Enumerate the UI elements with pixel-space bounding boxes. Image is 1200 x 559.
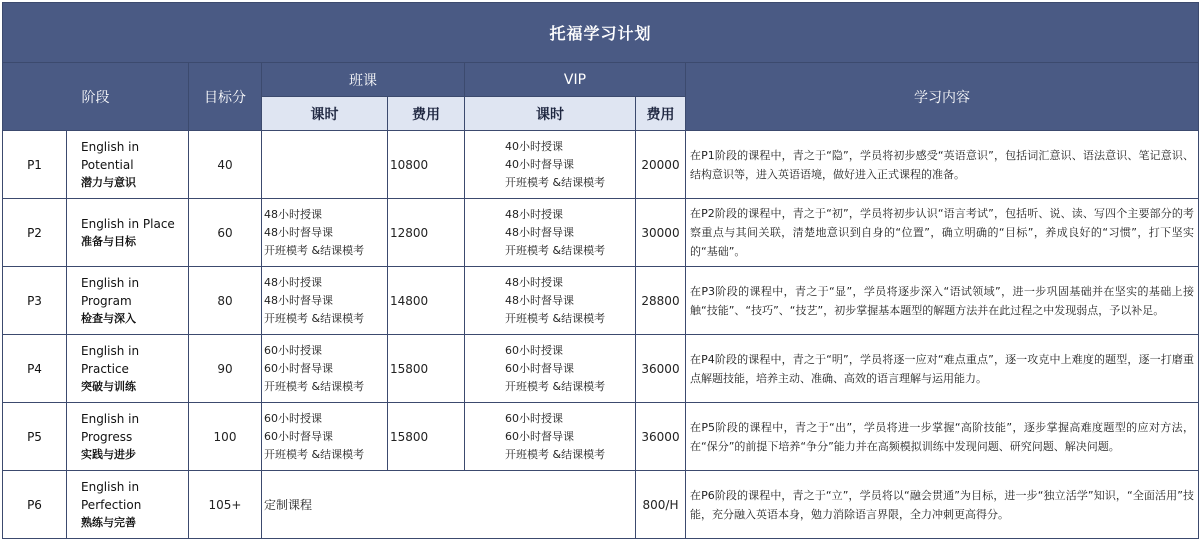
- table-row: [3, 267, 1199, 335]
- stage-name-en: English in Program: [81, 275, 140, 308]
- vip-fee: 36000: [636, 335, 686, 403]
- vip-hours-line: 40小时授课: [505, 139, 563, 153]
- target-score: 60: [189, 199, 262, 267]
- study-content: 在P6阶段的课程中，青之于“立”，学员将以“融会贯通”为目标，进一步“独立活学”知识，“全面活用”技能，充分融入英语本身，勉力消除语言界限，全力冲刺更高得分。: [686, 471, 1199, 539]
- study-content: 在P1阶段的课程中，青之于“隐”，学员将初步感受“英语意识”，包括词汇意识、语法意识、笔记意识、结构意识等，进入英语语境，做好进入正式课程的准备。: [686, 131, 1199, 199]
- stage-name: [67, 335, 189, 403]
- vip-hours-line: 开班模考 &结课模考: [505, 311, 606, 325]
- class-hours-line: 48小时督导课: [264, 225, 333, 239]
- header-vip-hours: 课时: [465, 97, 636, 131]
- header-class-group: 班课: [262, 63, 465, 97]
- class-hours: [262, 199, 388, 267]
- stage-name: [67, 199, 189, 267]
- stage-name: [67, 131, 189, 199]
- vip-hours-line: 开班模考 &结课模考: [505, 379, 606, 393]
- target-score: 105+: [189, 471, 262, 539]
- vip-hours-line: 开班模考 &结课模考: [505, 175, 606, 189]
- table-row: [3, 335, 1199, 403]
- header-target: 目标分: [189, 63, 262, 131]
- stage-name: [67, 267, 189, 335]
- vip-hours: [465, 199, 636, 267]
- class-hours-line: 开班模考 &结课模考: [264, 447, 365, 461]
- class-fee: 10800: [388, 131, 465, 199]
- class-hours-line: 60小时授课: [264, 411, 322, 425]
- vip-hours-line: 60小时授课: [505, 343, 563, 357]
- class-fee: 12800: [388, 199, 465, 267]
- vip-hours: [465, 403, 636, 471]
- header-vip-fee: 费用: [636, 97, 686, 131]
- stage-name-en: English in Potential: [81, 139, 140, 172]
- vip-hours-line: 48小时督导课: [505, 225, 574, 239]
- class-fee: 15800: [388, 335, 465, 403]
- stage-name-cn: 实践与进步: [81, 447, 136, 461]
- class-hours: [262, 403, 388, 471]
- vip-hours-line: 48小时授课: [505, 275, 563, 289]
- stage-id: P6: [3, 471, 67, 539]
- stage-name-en: English in Progress: [81, 411, 140, 444]
- table-title: 托福学习计划: [3, 3, 1199, 63]
- stage-id: P5: [3, 403, 67, 471]
- class-fee: 15800: [388, 403, 465, 471]
- table-row: [3, 131, 1199, 199]
- target-score: 40: [189, 131, 262, 199]
- header-content: 学习内容: [686, 63, 1199, 131]
- table-row: [3, 403, 1199, 471]
- class-hours: [262, 131, 388, 199]
- class-hours-line: 开班模考 &结课模考: [264, 243, 365, 257]
- header-class-hours: 课时: [262, 97, 388, 131]
- study-plan-table: [2, 2, 1199, 539]
- stage-id: P1: [3, 131, 67, 199]
- stage-name-en: English in Practice: [81, 343, 140, 376]
- table-row: [3, 471, 1199, 539]
- target-score: 80: [189, 267, 262, 335]
- vip-fee: 28800: [636, 267, 686, 335]
- stage-id: P3: [3, 267, 67, 335]
- vip-hours-line: 开班模考 &结课模考: [505, 447, 606, 461]
- class-hours-line: 开班模考 &结课模考: [264, 379, 365, 393]
- vip-fee: 20000: [636, 131, 686, 199]
- study-content: 在P3阶段的课程中，青之于“显”，学员将逐步深入“语试领域”，进一步巩固基础并在坚实的基础上接触“技能”、“技巧”、“技艺”，初步掌握基本题型的解题方法并在此过程之中发现弱点，予以补足。: [686, 267, 1199, 335]
- vip-fee: 800/H: [636, 471, 686, 539]
- stage-name-cn: 准备与目标: [81, 234, 136, 248]
- stage-name-cn: 潜力与意识: [81, 175, 136, 189]
- class-hours-line: 48小时授课: [264, 275, 322, 289]
- stage-name-en: English in Perfection: [81, 479, 142, 512]
- stage-id: P2: [3, 199, 67, 267]
- header-stage: 阶段: [3, 63, 189, 131]
- table-row: [3, 199, 1199, 267]
- class-hours-line: 48小时授课: [264, 207, 322, 221]
- vip-hours-line: 40小时督导课: [505, 157, 574, 171]
- target-score: 90: [189, 335, 262, 403]
- stage-name-cn: 熟练与完善: [81, 515, 136, 529]
- vip-hours-line: 开班模考 &结课模考: [505, 243, 606, 257]
- vip-fee: 30000: [636, 199, 686, 267]
- study-content: 在P2阶段的课程中，青之于“初”，学员将初步认识“语言考试”，包括听、说、读、写四个主要部分的考察重点与其间关联，清楚地意识到自身的“位置”，确立明确的“目标”，养成良好的“习惯”，打下坚实的“基础”。: [686, 199, 1199, 267]
- vip-fee: 36000: [636, 403, 686, 471]
- stage-name-cn: 检查与深入: [81, 311, 136, 325]
- class-hours-line: 60小时督导课: [264, 429, 333, 443]
- class-hours: [262, 267, 388, 335]
- class-hours-line: 60小时督导课: [264, 361, 333, 375]
- vip-hours-line: 48小时督导课: [505, 293, 574, 307]
- stage-name-en: English in Place: [81, 216, 175, 231]
- class-fee: 14800: [388, 267, 465, 335]
- header-vip-group: VIP: [465, 63, 686, 97]
- class-hours-line: 60小时授课: [264, 343, 322, 357]
- vip-hours: [465, 335, 636, 403]
- vip-hours-line: 48小时授课: [505, 207, 563, 221]
- study-content: 在P5阶段的课程中，青之于“出”，学员将进一步掌握“高阶技能”，逐步掌握高难度题型的应对方法，在“保分”的前提下培养“争分”能力并在高频模拟训练中发现问题、研究问题、解决问题。: [686, 403, 1199, 471]
- vip-hours-line: 60小时督导课: [505, 361, 574, 375]
- class-hours-line: 开班模考 &结课模考: [264, 311, 365, 325]
- stage-id: P4: [3, 335, 67, 403]
- vip-hours: [465, 131, 636, 199]
- vip-hours-line: 60小时督导课: [505, 429, 574, 443]
- class-hours: [262, 335, 388, 403]
- stage-name: [67, 403, 189, 471]
- header-class-fee: 费用: [388, 97, 465, 131]
- stage-name-cn: 突破与训练: [81, 379, 136, 393]
- stage-name: [67, 471, 189, 539]
- vip-hours-line: 60小时授课: [505, 411, 563, 425]
- vip-hours: [465, 267, 636, 335]
- class-hours-line: 48小时督导课: [264, 293, 333, 307]
- target-score: 100: [189, 403, 262, 471]
- study-content: 在P4阶段的课程中，青之于“明”，学员将逐一应对“难点重点”，逐一攻克中上难度的题型，逐一打磨重点解题技能，培养主动、准确、高效的语言理解与运用能力。: [686, 335, 1199, 403]
- custom-course: 定制课程: [262, 471, 636, 539]
